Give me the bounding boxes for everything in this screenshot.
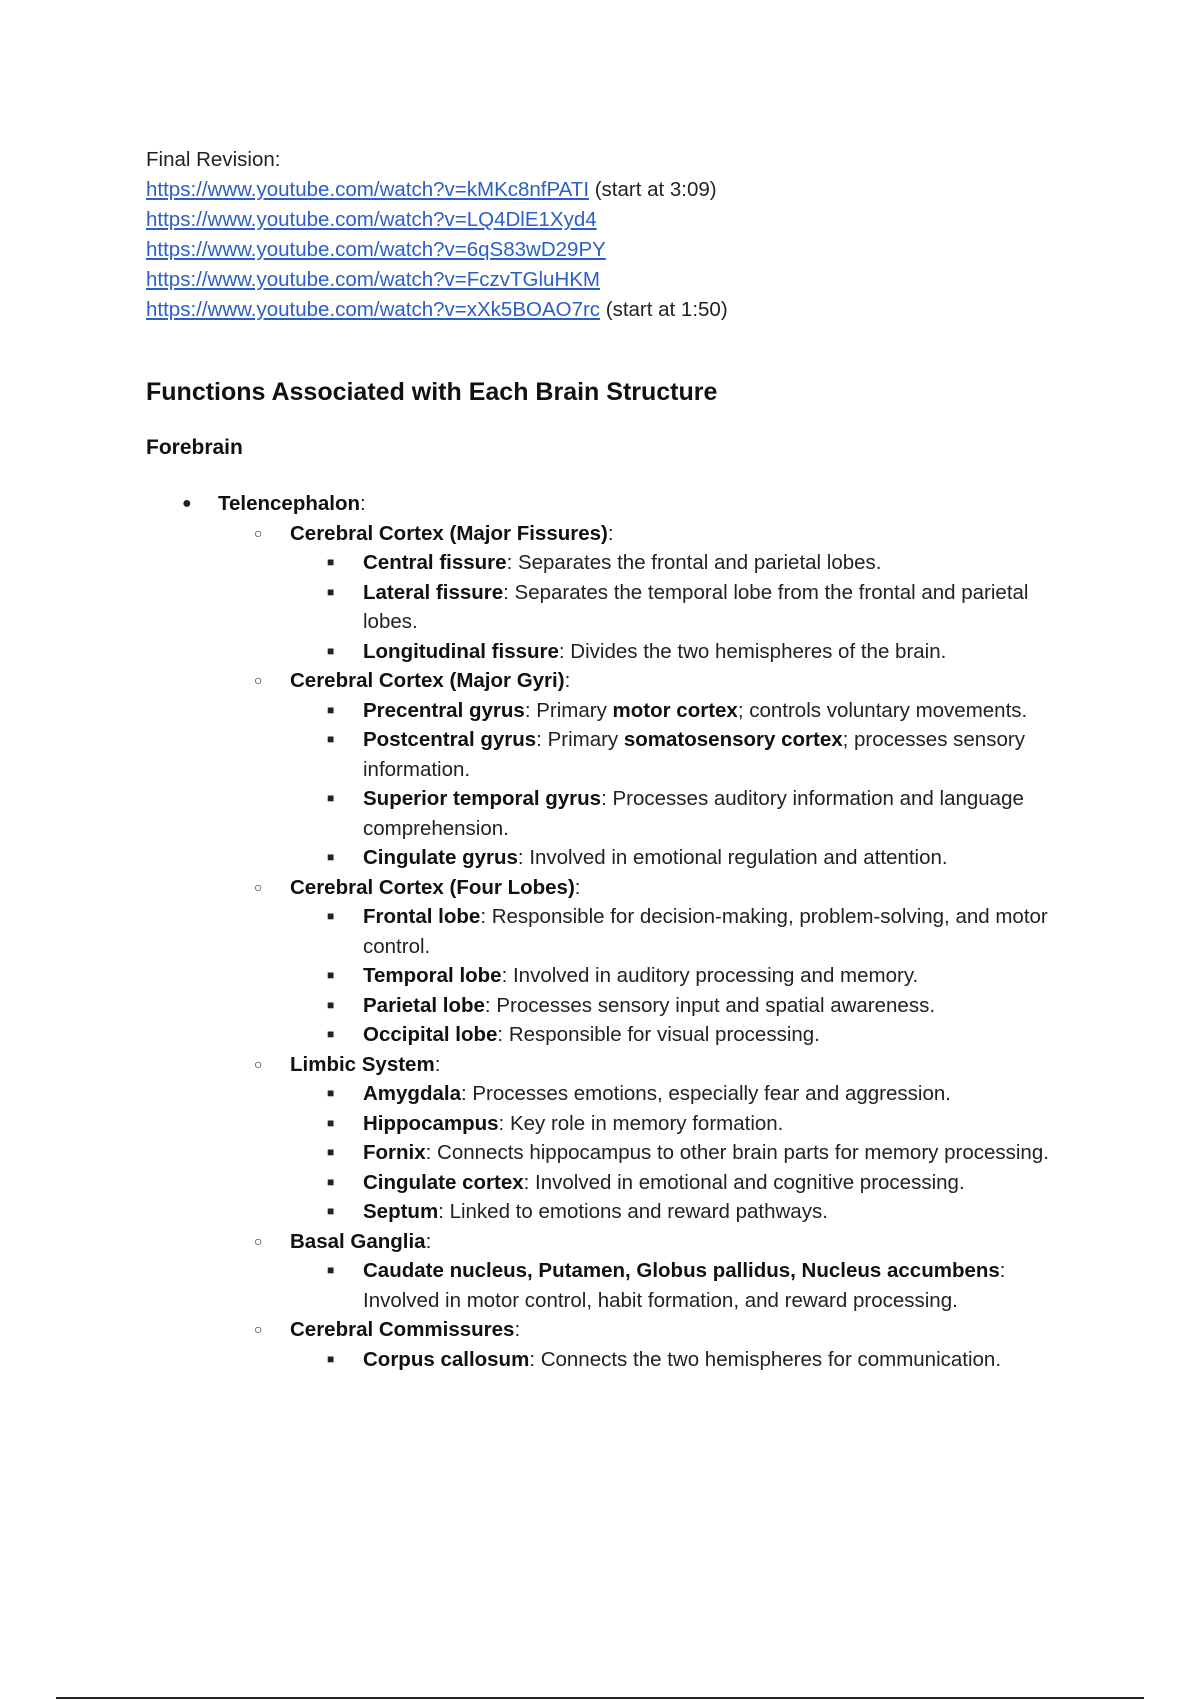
- square-bullet-icon: ■: [327, 968, 335, 982]
- item-term: Temporal lobe: [363, 964, 502, 987]
- square-bullet-icon: ■: [327, 1263, 335, 1277]
- group-term: Cerebral Commissures: [290, 1318, 515, 1341]
- item-desc: : Primary: [524, 698, 613, 722]
- item-desc: : Separates the temporal lobe from the frontal and parietal lobes.: [363, 580, 1029, 633]
- item-suffix: :: [360, 492, 366, 515]
- group-term: Cerebral Cortex (Major Fissures): [290, 521, 608, 545]
- list-item: [146, 1109, 1106, 1139]
- item-desc: ; processes sensory information.: [363, 728, 1025, 781]
- square-bullet-icon: ■: [327, 1351, 335, 1366]
- item-desc: : Processes auditory information and language comprehension.: [363, 787, 1024, 840]
- link-line: [146, 205, 1106, 235]
- item-term: Central fissure: [363, 551, 507, 574]
- list-item-group: [146, 519, 1106, 549]
- forebrain-subheading: Forebrain: [146, 436, 243, 459]
- hollow-circle-bullet-icon: ○: [254, 524, 263, 541]
- item-desc: : Divides the two hemispheres of the brain.: [558, 639, 947, 663]
- item-term: Hippocampus: [363, 1111, 499, 1135]
- group-suffix: :: [564, 669, 571, 692]
- final-revision-label: Final Revision:: [146, 148, 281, 171]
- list-item: [146, 637, 1106, 667]
- footer-divider: [56, 1697, 1144, 1699]
- list-item-group: [146, 873, 1106, 903]
- item-term: Occipital lobe: [363, 1023, 498, 1046]
- list-item-telencephalon: [146, 489, 1106, 519]
- hollow-circle-bullet-icon: ○: [254, 1232, 263, 1249]
- link-note: (start at 3:09): [589, 178, 717, 201]
- group-term: Limbic System: [290, 1052, 435, 1076]
- link-line: [146, 235, 1106, 265]
- list-item: [146, 578, 1106, 637]
- item-term: Corpus callosum: [363, 1347, 530, 1371]
- item-desc: : Involved in emotional and cognitive processing.: [523, 1170, 965, 1194]
- list-item: [146, 961, 1106, 991]
- video-link[interactable]: https://www.youtube.com/watch?v=FczvTGluHKM: [146, 268, 601, 291]
- item-desc: : Responsible for visual processing.: [497, 1023, 820, 1046]
- group-suffix: :: [574, 875, 581, 899]
- item-desc: : Connects hippocampus to other brain parts for memory processing.: [425, 1141, 1049, 1164]
- item-emphasis: motor cortex: [612, 698, 738, 722]
- hollow-circle-bullet-icon: ○: [254, 1321, 263, 1337]
- square-bullet-icon: ■: [327, 1204, 335, 1218]
- item-term: Superior temporal gyrus: [363, 787, 602, 810]
- list-item: [146, 1138, 1106, 1168]
- list-item-group: [146, 666, 1106, 696]
- square-bullet-icon: ■: [327, 555, 335, 569]
- item-term: Septum: [363, 1200, 439, 1223]
- item-emphasis: somatosensory cortex: [623, 728, 843, 751]
- group-suffix: :: [607, 521, 614, 545]
- item-term: Amygdala: [363, 1082, 461, 1105]
- video-link[interactable]: https://www.youtube.com/watch?v=LQ4DlE1Xyd4: [146, 208, 597, 231]
- item-term: Precentral gyrus: [363, 698, 525, 722]
- item-term: Lateral fissure: [363, 580, 504, 604]
- video-link[interactable]: https://www.youtube.com/watch?v=kMKc8nfPATI: [146, 178, 590, 201]
- list-item: [146, 1197, 1106, 1227]
- list-item: [146, 548, 1106, 578]
- link-line: [146, 295, 1106, 325]
- list-item: [146, 902, 1106, 961]
- item-desc: : Key role in memory formation.: [498, 1111, 784, 1135]
- list-item: [146, 696, 1106, 726]
- square-bullet-icon: ■: [327, 850, 335, 864]
- video-link[interactable]: https://www.youtube.com/watch?v=xXk5BOAO7rc: [146, 298, 601, 321]
- list-item: [146, 1079, 1106, 1109]
- group-term: Cerebral Cortex (Four Lobes): [290, 875, 575, 899]
- square-bullet-icon: ■: [327, 791, 335, 805]
- square-bullet-icon: ■: [327, 997, 335, 1012]
- list-item: [146, 1020, 1106, 1050]
- item-desc: : Connects the two hemispheres for communication.: [529, 1347, 1002, 1371]
- list-item: [146, 843, 1106, 873]
- item-desc: : Linked to emotions and reward pathways.: [438, 1200, 828, 1223]
- square-bullet-icon: ■: [327, 1174, 335, 1189]
- square-bullet-icon: ■: [327, 702, 335, 717]
- hollow-circle-bullet-icon: ○: [254, 1055, 263, 1072]
- item-desc: : Separates the frontal and parietal lobes.: [506, 551, 882, 574]
- item-term: Cingulate cortex: [363, 1170, 524, 1194]
- item-desc: : Involved in emotional regulation and attention.: [517, 846, 948, 869]
- list-item: [146, 991, 1106, 1021]
- item-desc: : Responsible for decision-making, problem-solving, and motor control.: [363, 905, 1048, 958]
- item-desc: ; controls voluntary movements.: [737, 698, 1028, 722]
- link-line: [146, 175, 1106, 205]
- list-item: [146, 784, 1106, 843]
- item-term: Caudate nucleus, Putamen, Globus pallidus, Nucleus accumbens: [363, 1259, 1000, 1282]
- link-note: (start at 1:50): [600, 298, 728, 321]
- square-bullet-icon: ■: [327, 1086, 335, 1100]
- hollow-circle-bullet-icon: ○: [254, 878, 263, 895]
- group-term: Basal Ganglia: [290, 1229, 426, 1253]
- square-bullet-icon: ■: [327, 732, 335, 746]
- group-term: Cerebral Cortex (Major Gyri): [290, 669, 565, 692]
- group-suffix: :: [434, 1052, 441, 1076]
- item-desc: : Processes emotions, especially fear and aggression.: [460, 1082, 951, 1105]
- list-item-group: [146, 1050, 1106, 1080]
- square-bullet-icon: ■: [327, 584, 335, 599]
- item-desc: : Primary: [536, 728, 624, 751]
- item-desc: : Processes sensory input and spatial awareness.: [484, 993, 936, 1017]
- item-term: Telencephalon: [218, 492, 361, 515]
- list-item-group: [146, 1227, 1106, 1257]
- item-desc: : Involved in motor control, habit formation, and reward processing.: [363, 1259, 1006, 1312]
- item-term: Postcentral gyrus: [363, 728, 537, 751]
- square-bullet-icon: ■: [327, 643, 335, 658]
- item-term: Frontal lobe: [363, 905, 481, 928]
- item-term: Longitudinal fissure: [363, 639, 559, 663]
- list-item-group: [146, 1315, 1106, 1345]
- item-term: Parietal lobe: [363, 993, 485, 1017]
- intro-section: [146, 145, 1106, 325]
- square-bullet-icon: ■: [327, 1027, 335, 1041]
- list-item: [146, 1256, 1106, 1315]
- filled-circle-bullet-icon: ●: [182, 495, 192, 512]
- structure-outline: [146, 489, 1106, 1374]
- list-item: [146, 1168, 1106, 1198]
- group-suffix: :: [425, 1229, 432, 1253]
- square-bullet-icon: ■: [327, 1145, 335, 1159]
- item-term: Fornix: [363, 1141, 426, 1164]
- group-suffix: :: [514, 1318, 521, 1341]
- list-item: [146, 725, 1106, 784]
- item-term: Cingulate gyrus: [363, 846, 518, 869]
- section-heading: Functions Associated with Each Brain Structure: [146, 378, 718, 406]
- link-line: [146, 265, 1106, 295]
- list-item: [146, 1345, 1106, 1375]
- item-desc: : Involved in auditory processing and memory.: [501, 964, 919, 987]
- video-link[interactable]: https://www.youtube.com/watch?v=6qS83wD29PY: [146, 238, 606, 261]
- hollow-circle-bullet-icon: ○: [254, 672, 263, 688]
- square-bullet-icon: ■: [327, 909, 335, 923]
- square-bullet-icon: ■: [327, 1115, 335, 1130]
